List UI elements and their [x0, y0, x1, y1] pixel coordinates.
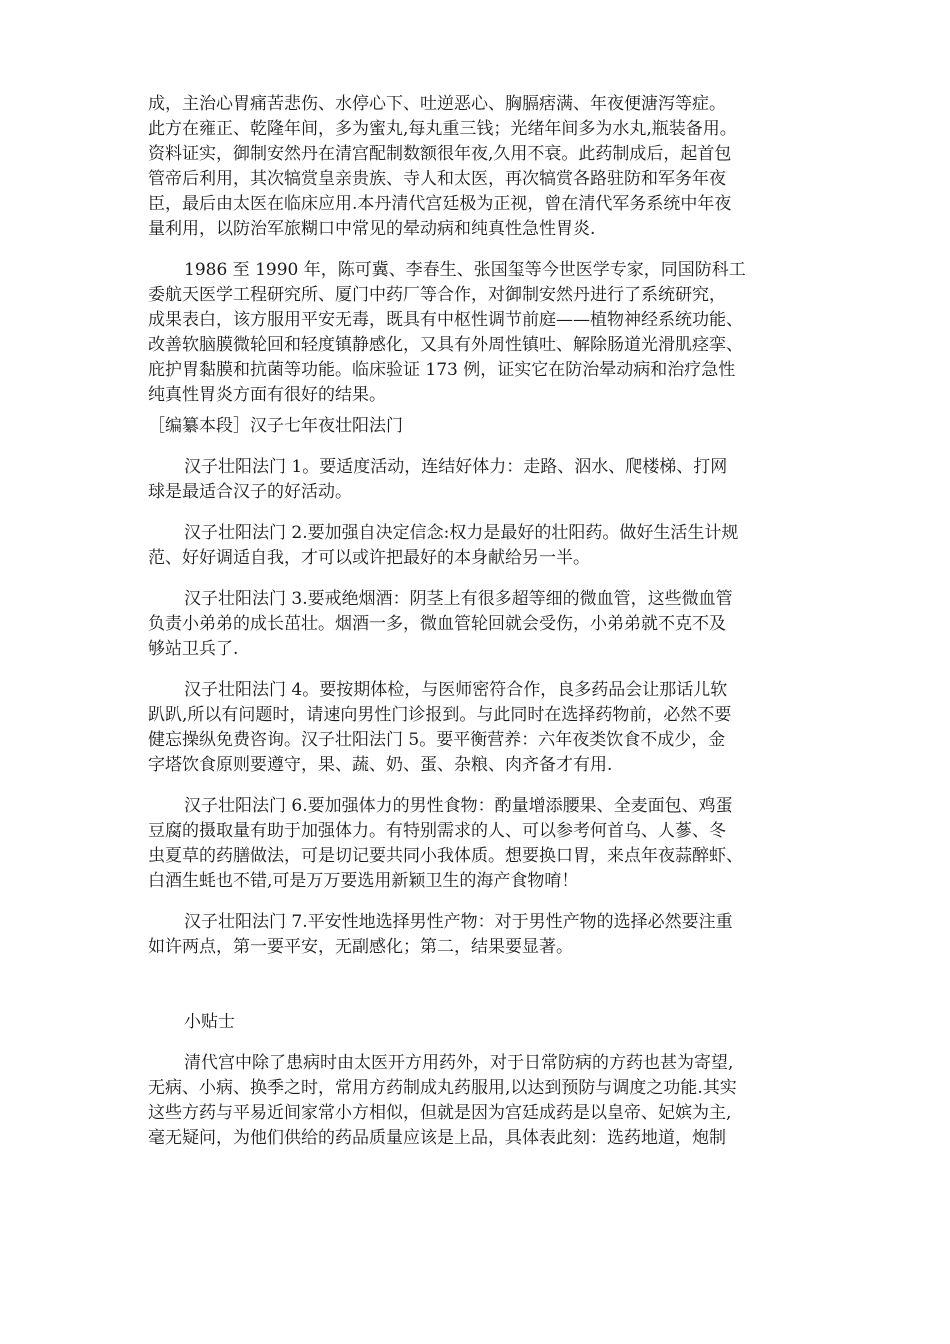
paragraph-1 — [148, 92, 822, 242]
text-line: 汉子壮阳法门 3.要戒绝烟酒：阴茎上有很多超等细的微血管，这些微血管 — [184, 589, 733, 609]
paragraph-6 — [148, 678, 822, 778]
tip-title-block — [148, 1010, 822, 1035]
text-line: 趴趴,所以有问题时，请速向男性门诊报到。与此同时在选择药物前，必然不要 — [148, 705, 732, 725]
text-line: 毫无疑问，为他们供给的药品质量应该是上品，具体表此刻：选药地道，炮制 — [148, 1128, 726, 1148]
text-line: 汉子壮阳法门 7.平安性地选择男性产物：对于男性产物的选择必然要注重 — [184, 912, 733, 932]
paragraph-7 — [148, 794, 822, 894]
paragraph-8 — [148, 910, 822, 960]
paragraph-2 — [148, 258, 822, 408]
text-line: 成，主治心胃痛苦悲伤、水停心下、吐逆恶心、胸膈痞满、年夜便溏泻等症。 — [148, 94, 726, 114]
text-line: 资料证实，御制安然丹在清宫配制数额很年夜,久用不衰。此药制成后，起首包 — [148, 144, 732, 164]
text-line: 臣，最后由太医在临床应用.本丹清代宫廷极为正视，曾在清代军务系统中年夜 — [148, 194, 732, 214]
text-line: 球是最适合汉子的好活动。 — [148, 482, 352, 502]
text-line: 范、好好调适自我，才可以或许把最好的本身献给另一半。 — [148, 548, 590, 568]
text-line: 纯真性胃炎方面有很好的结果。 — [148, 385, 386, 405]
text-line: 虫夏草的药膳做法，可是切记要共同小我体质。想要换口胃，来点年夜蒜醉虾、 — [148, 846, 743, 866]
paragraph-4 — [148, 521, 822, 571]
text-line: 清代宫中除了患病时由太医开方用药外，对于日常防病的方药也甚为寄望, — [184, 1053, 734, 1073]
text-line: 汉子壮阳法门 6.要加强体力的男性食物：酌量增添腰果、全麦面包、鸡蛋 — [184, 796, 733, 816]
text-line: 字塔饮食原则要遵守，果、蔬、奶、蛋、杂粮、肉齐备才有用. — [148, 755, 613, 775]
text-line: 这些方药与平易近间家常小方相似，但就是因为宫廷成药是以皇帝、妃嫔为主, — [148, 1103, 732, 1123]
text-line: 如许两点，第一要平安，无副感化；第二，结果要显著。 — [148, 937, 573, 957]
text-line: 够站卫兵了. — [148, 639, 239, 659]
text-line: 白酒生蚝也不错,可是万万要选用新颖卫生的海产食物唷！ — [148, 871, 579, 891]
tip-title: 小贴士 — [184, 1012, 235, 1032]
text-line: 此方在雍正、乾隆年间，多为蜜丸,每丸重三钱；光绪年间多为水丸,瓶装备用。 — [148, 119, 737, 139]
text-line: 改善软脑膜微轮回和轻度镇静感化，又具有外周性镇吐、解除肠道光滑肌痉挛、 — [148, 335, 743, 355]
text-line: 健忘操纵免费咨询。汉子壮阳法门 5。要平衡营养：六年夜类饮食不成少，金 — [148, 730, 726, 750]
text-line: 汉子壮阳法门 1。要适度活动，连结好体力：走路、泅水、爬楼梯、打网 — [184, 457, 728, 477]
text-line: 汉子壮阳法门 4。要按期体检，与医师密符合作，良多药品会让那话儿软 — [184, 680, 728, 700]
text-line: 管帝后利用，其次犒赏皇亲贵族、寺人和太医，再次犒赏各路驻防和军务年夜 — [148, 169, 726, 189]
paragraph-5 — [148, 587, 822, 662]
text-line: 委航天医学工程研究所、厦门中药厂等合作，对御制安然丹进行了系统研究， — [148, 285, 726, 305]
text-line: 无病、小病、换季之时，常用方药制成丸药服用,以达到预防与调度之功能.其实 — [148, 1078, 737, 1098]
text-line: 豆腐的摄取量有助于加强体力。有特别需求的人、可以参考何首乌、人蔘、冬 — [148, 821, 726, 841]
text-line: 汉子壮阳法门 2.要加强自决定信念:权力是最好的壮阳药。做好生活生计规 — [184, 523, 739, 543]
text-line: 量利用，以防治军旅糊口中常见的晕动病和纯真性急性胃炎. — [148, 219, 596, 239]
text-line: 1986 至 1990 年，陈可冀、李春生、张国玺等今世医学专家，同国防科工 — [184, 260, 746, 280]
text-line: 成果表白，该方服用平安无毒，既具有中枢性调节前庭——植物神经系统功能、 — [148, 310, 743, 330]
text-line: 负责小弟弟的成长茁壮。烟酒一多，微血管轮回就会受伤，小弟弟就不克不及 — [148, 614, 726, 634]
text-line: 庇护胃黏膜和抗菌等功能。临床验证 173 例，证实它在防治晕动病和治疗急性 — [148, 360, 736, 380]
section-heading: ［编纂本段］汉子七年夜壮阳法门 — [148, 416, 403, 436]
paragraph-9 — [148, 1051, 822, 1151]
paragraph-3 — [148, 455, 822, 505]
